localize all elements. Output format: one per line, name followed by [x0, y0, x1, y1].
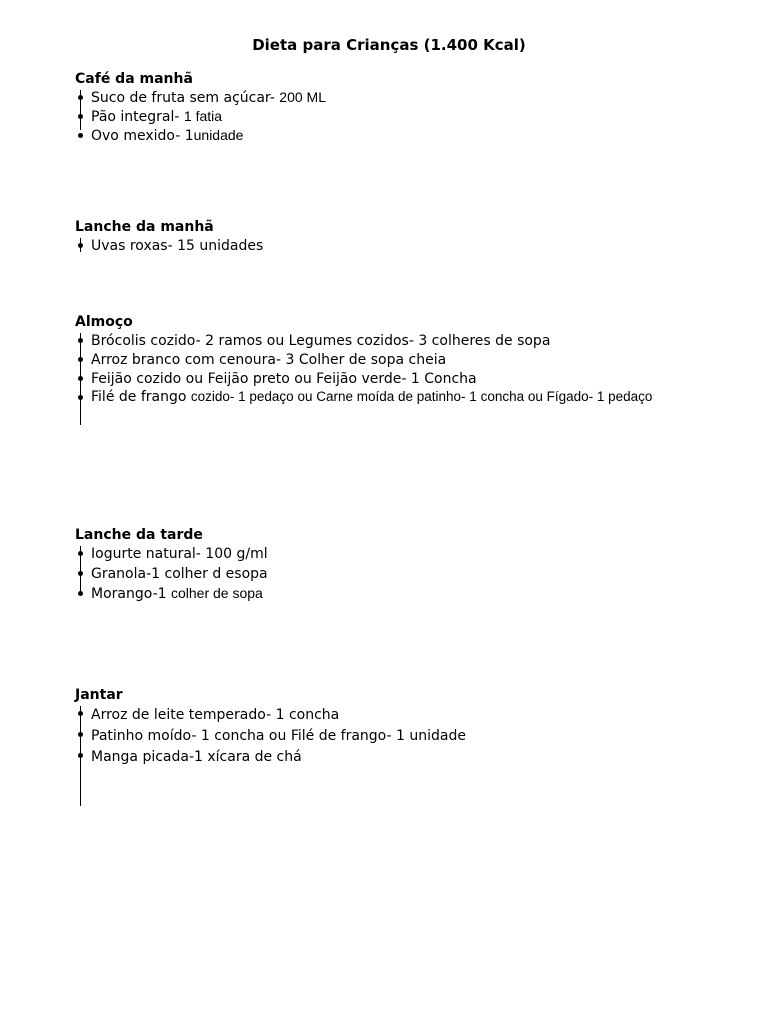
bullet-icon — [78, 571, 83, 576]
bullet-icon — [78, 591, 83, 596]
section-jantar — [75, 686, 466, 767]
item-list — [75, 88, 326, 145]
item-list — [75, 331, 652, 406]
page-title: Dieta para Crianças (1.400 Kcal) — [252, 36, 526, 54]
item-list — [75, 544, 268, 604]
list-item: Ovo mexido- 1unidade — [75, 126, 326, 145]
section-lanche-da-manha — [75, 218, 263, 255]
bullet-icon — [78, 357, 83, 362]
list-item: Feijão cozido ou Feijão preto ou Feijão verde- 1 Concha — [75, 369, 652, 388]
section-heading: Jantar — [75, 687, 123, 703]
list-item: Brócolis cozido- 2 ramos ou Legumes cozidos- 3 colheres de sopa — [75, 331, 652, 350]
bullet-icon — [78, 338, 83, 343]
bullet-icon — [78, 711, 83, 716]
list-item: Pão integral- 1 fatia — [75, 107, 326, 126]
list-item: Morango-1 colher de sopa — [75, 584, 268, 604]
list-item: Manga picada-1 xícara de chá — [75, 746, 466, 767]
list-item: Arroz branco com cenoura- 3 Colher de sopa cheia — [75, 350, 652, 369]
bullet-icon — [78, 732, 83, 737]
bullet-icon — [78, 376, 83, 381]
list-item: Filé de frango cozido- 1 pedaço ou Carne moída de patinho- 1 concha ou Fígado- 1 pedaço — [75, 388, 652, 406]
bullet-icon — [78, 243, 83, 248]
item-list — [75, 236, 263, 255]
list-item: Arroz de leite temperado- 1 concha — [75, 704, 466, 725]
bullet-icon — [78, 395, 83, 400]
bullet-icon — [78, 114, 83, 119]
bullet-icon — [78, 551, 83, 556]
list-item: Uvas roxas- 15 unidades — [75, 236, 263, 255]
list-item: Patinho moído- 1 concha ou Filé de frango- 1 unidade — [75, 725, 466, 746]
section-lanche-da-tarde — [75, 526, 268, 604]
item-list — [75, 704, 466, 767]
section-cafe-da-manha — [75, 70, 326, 145]
list-item: Iogurte natural- 100 g/ml — [75, 544, 268, 564]
bullet-icon — [78, 753, 83, 758]
section-heading: Lanche da manhã — [75, 219, 214, 235]
section-heading: Café da manhã — [75, 71, 193, 87]
bullet-icon — [78, 95, 83, 100]
bullet-icon — [78, 133, 83, 138]
section-almoco — [75, 313, 652, 406]
section-heading: Lanche da tarde — [75, 527, 203, 543]
list-item: Granola-1 colher d esopa — [75, 564, 268, 584]
section-heading: Almoço — [75, 314, 133, 330]
list-item: Suco de fruta sem açúcar- 200 ML — [75, 88, 326, 107]
